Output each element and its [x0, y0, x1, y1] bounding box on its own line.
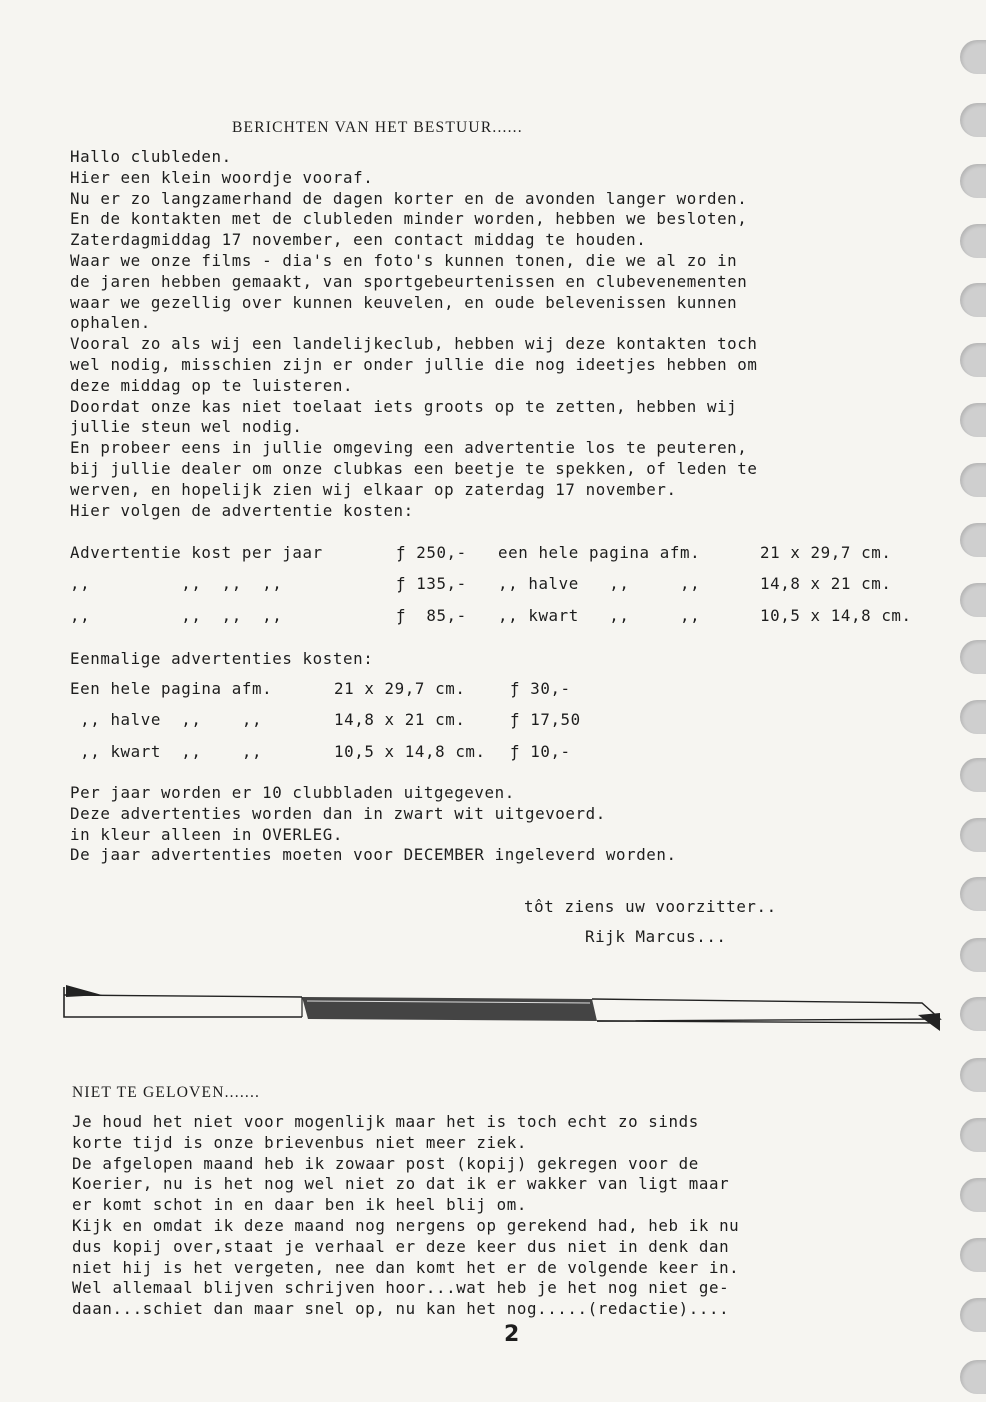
binding-hole [960, 997, 986, 1031]
binding-hole [960, 403, 986, 437]
text-line: Waar we onze films - dia's en foto's kunnen tonen, die we al zo in [70, 251, 738, 270]
binding-hole [960, 640, 986, 674]
table-cell: ƒ 10,- [510, 741, 571, 761]
text-line: korte tijd is onze brievenbus niet meer ziek. [72, 1132, 527, 1152]
text-line: Hier volgen de advertentie kosten: [70, 500, 414, 520]
binding-hole [960, 164, 986, 198]
text-line: Koerier, nu is het nog wel niet zo dat ik er wakker van ligt maar [72, 1174, 730, 1194]
table-cell: 14,8 x 21 cm. [760, 574, 892, 594]
signature-name: Rijk Marcus... [585, 927, 727, 946]
text-line: de jaren hebben gemaakt, van sportgebeurtenissen en clubevenementen [70, 271, 748, 291]
section-heading-bestuur: BERICHTEN VAN HET BESTUUR...... [232, 119, 523, 136]
text-line: ophalen. [70, 313, 151, 333]
table-cell: Een hele pagina afm. [70, 679, 273, 698]
binding-hole [960, 523, 986, 557]
text-line: Hier een klein woordje vooraf. [70, 167, 374, 187]
binding-hole [960, 343, 986, 377]
text-line: De afgelopen maand heb ik zowaar post (kopij) gekregen voor de [72, 1153, 699, 1173]
binding-hole [960, 1360, 986, 1394]
table-cell: 10,5 x 14,8 cm. [760, 605, 912, 625]
binding-hole [960, 877, 986, 911]
table-cell: ƒ 250,- [396, 543, 467, 562]
text-line: En probeer eens in jullie omgeving een advertentie los te peuteren, [70, 438, 748, 458]
table-cell: ,, kwart ,, ,, [498, 605, 701, 625]
text-line: Kijk en omdat ik deze maand nog nergens op gerekend had, heb ik nu [72, 1216, 740, 1235]
text-line: bij jullie dealer om onze clubkas een beetje te spekken, of leden te [70, 459, 758, 478]
text-line: Doordat onze kas niet toelaat iets groots op te zetten, hebben wij [70, 396, 738, 416]
binding-hole [960, 1178, 986, 1212]
text-line: niet hij is het vergeten, nee dan komt het er de volgende keer in. [72, 1257, 740, 1277]
text-line: werven, en hopelijk zien wij elkaar op zaterdag 17 november. [70, 479, 677, 499]
table-cell: ,, ,, ,, ,, [70, 574, 283, 594]
binding-hole [960, 1238, 986, 1272]
table-cell: 14,8 x 21 cm. [334, 710, 466, 730]
binding-hole [960, 463, 986, 497]
table-cell: ,, halve ,, ,, [70, 710, 263, 730]
once-ad-heading: Eenmalige advertenties kosten: [70, 649, 374, 668]
binding-hole [960, 818, 986, 852]
text-line: dus kopij over,staat je verhaal er deze keer dus niet in denk dan [72, 1236, 730, 1256]
binding-hole [960, 583, 986, 617]
binding-hole [960, 103, 986, 137]
text-line: Deze advertenties worden dan in zwart wit uitgevoerd. [70, 803, 606, 823]
table-cell: ,, halve ,, ,, [498, 574, 701, 594]
table-cell: 21 x 29,7 cm. [334, 679, 466, 698]
binding-hole [960, 1058, 986, 1092]
table-cell: een hele pagina afm. [498, 543, 701, 562]
binding-hole [960, 40, 986, 74]
text-line: Hallo clubleden. [70, 147, 232, 166]
binding-holes [946, 0, 986, 1402]
binding-hole [960, 224, 986, 258]
binding-hole [960, 1298, 986, 1332]
binding-hole [960, 283, 986, 317]
table-cell: ƒ 30,- [510, 679, 571, 698]
table-cell: ƒ 135,- [396, 574, 467, 594]
decorative-divider [62, 975, 947, 1035]
text-line: deze middag op te luisteren. [70, 375, 354, 395]
page-number: 2 [504, 1322, 520, 1347]
table-cell: 10,5 x 14,8 cm. [334, 741, 486, 761]
text-line: in kleur alleen in OVERLEG. [70, 824, 343, 844]
table-cell: ,, ,, ,, ,, [70, 605, 283, 625]
text-line: waar we gezellig over kunnen keuvelen, en oude belevenissen kunnen [70, 292, 738, 312]
text-line: wel nodig, misschien zijn er onder jullie die nog ideetjes hebben om [70, 355, 758, 374]
section-heading-niet-te-geloven: NIET TE GELOVEN....... [72, 1084, 261, 1101]
signoff-text: tôt ziens uw voorzitter.. [524, 897, 777, 916]
text-line: Vooral zo als wij een landelijkeclub, hebben wij deze kontakten toch [70, 334, 758, 354]
binding-hole [960, 700, 986, 734]
table-cell: 21 x 29,7 cm. [760, 543, 892, 562]
text-line: Zaterdagmiddag 17 november, een contact middag te houden. [70, 230, 647, 250]
text-line: jullie steun wel nodig. [70, 417, 303, 437]
text-line: daan...schiet dan maar snel op, nu kan het nog.....(redactie).... [72, 1299, 730, 1319]
text-line: er komt schot in en daar ben ik heel blij om. [72, 1195, 527, 1215]
text-line: Je houd het niet voor mogenlijk maar het is toch echt zo sinds [72, 1112, 699, 1131]
text-line: Nu er zo langzamerhand de dagen korter en de avonden langer worden. [70, 188, 748, 208]
table-cell: ƒ 85,- [396, 605, 467, 625]
text-line: Per jaar worden er 10 clubbladen uitgegeven. [70, 783, 515, 802]
binding-hole [960, 758, 986, 792]
binding-hole [960, 938, 986, 972]
text-line: En de kontakten met de clubleden minder worden, hebben we besloten, [70, 209, 748, 229]
binding-hole [960, 1118, 986, 1152]
table-cell: ,, kwart ,, ,, [70, 741, 263, 761]
table-cell: Advertentie kost per jaar [70, 543, 323, 562]
text-line: De jaar advertenties moeten voor DECEMBER ingeleverd worden. [70, 845, 677, 865]
table-cell: ƒ 17,50 [510, 710, 581, 730]
text-line: Wel allemaal blijven schrijven hoor...wat heb je het nog niet ge- [72, 1278, 730, 1298]
